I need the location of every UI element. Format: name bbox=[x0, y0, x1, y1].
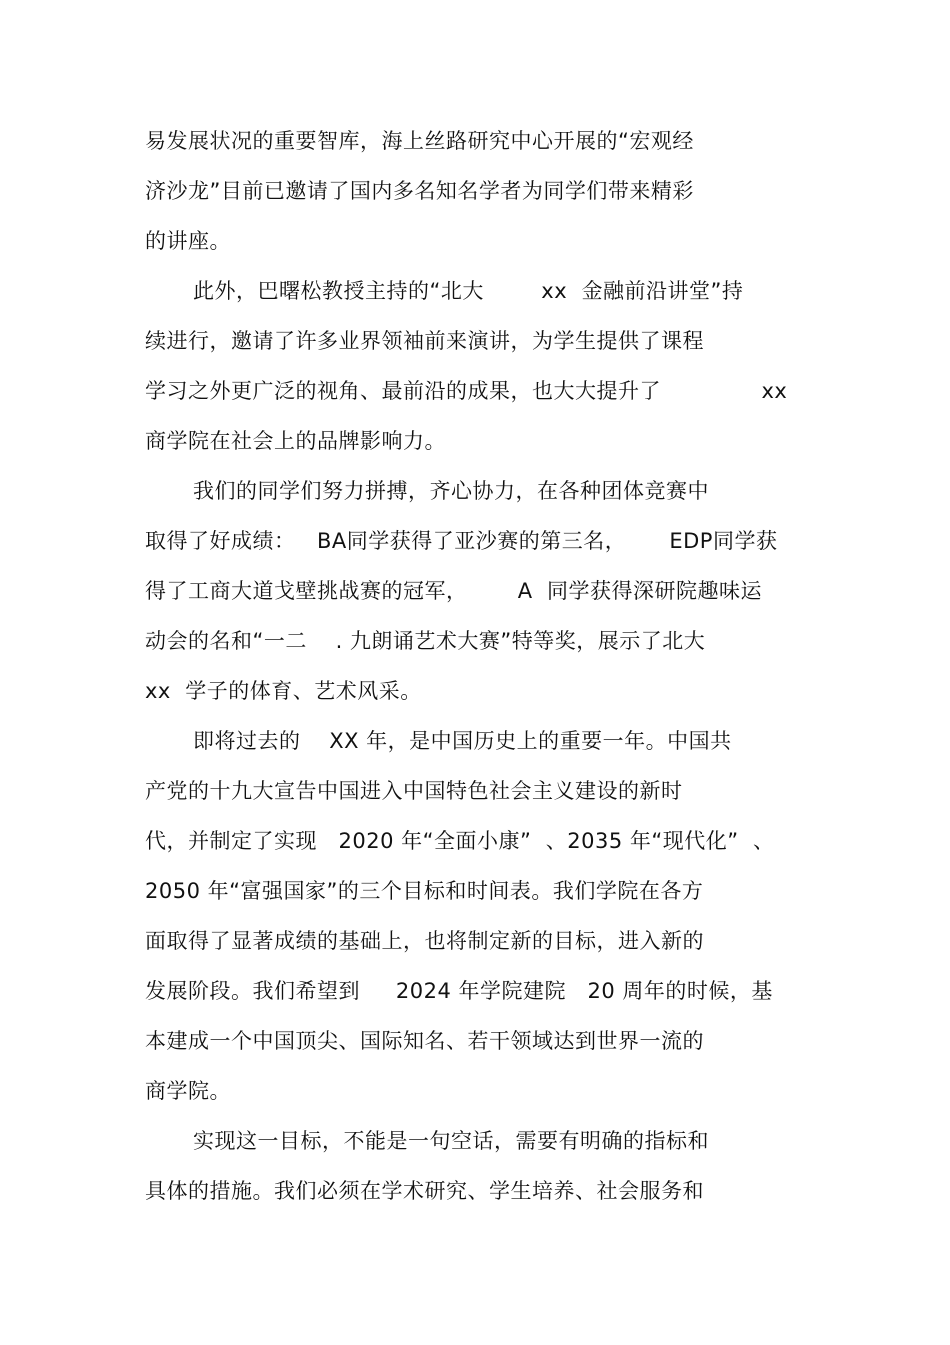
text-line: 产党的十九大宣告中国进入中国特色社会主义建设的新时 bbox=[145, 779, 683, 803]
text-line: 动会的名和“一二 . 九朗诵艺术大赛”特等奖，展示了北大 bbox=[145, 629, 706, 653]
text-line: 济沙龙”目前已邀请了国内多名知名学者为同学们带来精彩 bbox=[145, 179, 694, 203]
text-line: 具体的措施。我们必须在学术研究、学生培养、社会服务和 bbox=[145, 1179, 704, 1203]
paragraph-first-line: 此外，巴曙松教授主持的“北大 xx 金融前沿讲堂”持 bbox=[193, 279, 744, 303]
text-line: 学习之外更广泛的视角、最前沿的成果，也大大提升了 xx bbox=[145, 379, 788, 403]
text-line: 的讲座。 bbox=[145, 229, 231, 253]
paragraph-first-line: 即将过去的 XX 年，是中国历史上的重要一年。中国共 bbox=[193, 729, 732, 753]
text-line: 商学院在社会上的品牌影响力。 bbox=[145, 429, 446, 453]
text-line: 取得了好成绩： BA同学获得了亚沙赛的第三名， EDP同学获 bbox=[145, 529, 778, 553]
text-line: 代，并制定了实现 2020 年“全面小康” 、2035 年“现代化” 、 bbox=[145, 829, 775, 853]
text-line: 本建成一个中国顶尖、国际知名、若干领域达到世界一流的 bbox=[145, 1029, 704, 1053]
text-line: 面取得了显著成绩的基础上，也将制定新的目标，进入新的 bbox=[145, 929, 704, 953]
text-line: 易发展状况的重要智库，海上丝路研究中心开展的“宏观经 bbox=[145, 129, 694, 153]
paragraph-first-line: 实现这一目标，不能是一句空话，需要有明确的指标和 bbox=[193, 1129, 709, 1153]
text-line: 商学院。 bbox=[145, 1079, 231, 1103]
text-line: 续进行，邀请了许多业界领袖前来演讲，为学生提供了课程 bbox=[145, 329, 704, 353]
paragraph-first-line: 我们的同学们努力拼搏，齐心协力，在各种团体竞赛中 bbox=[193, 479, 709, 503]
text-line: 2050 年“富强国家”的三个目标和时间表。我们学院在各方 bbox=[145, 879, 704, 903]
text-line: xx 学子的体育、艺术风采。 bbox=[145, 679, 422, 703]
text-line: 得了工商大道戈壁挑战赛的冠军， A 同学获得深研院趣味运 bbox=[145, 579, 762, 603]
text-line: 发展阶段。我们希望到 2024 年学院建院 20 周年的时候，基 bbox=[145, 979, 773, 1003]
